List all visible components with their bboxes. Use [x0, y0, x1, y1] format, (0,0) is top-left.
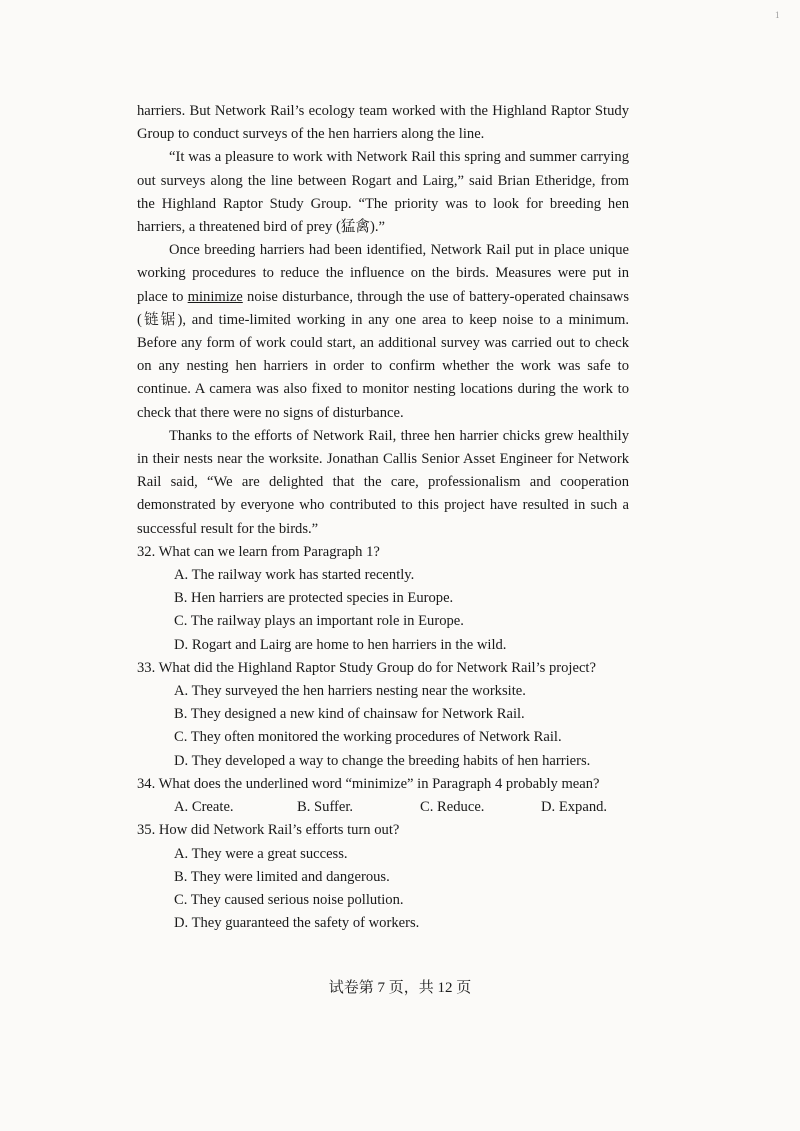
option-a: A. They surveyed the hen harriers nesting near the worksite.	[174, 683, 526, 700]
option-a: A. The railway work has started recently.	[174, 567, 415, 584]
question-stem: 34. What does the underlined word “minimize” in Paragraph 4 probably mean?	[137, 775, 600, 792]
question-stem: 35. How did Network Rail’s efforts turn out?	[137, 822, 400, 839]
paragraph-3-part-b: noise disturbance, through the use of battery-operated chainsaws (链锯), and time-limited working in any one area to keep noise to a minimum. Before any form of work could start, an additional survey was carried out to check on any nesting hen harriers in order to confirm whether the work was safe to continue. A camera was also fixed to monitor nesting locations during the work to check that there were no signs of disturbance.	[137, 288, 629, 421]
option-c: C. They caused serious noise pollution.	[174, 891, 404, 908]
corner-mark: 1	[775, 10, 780, 20]
paragraph-2: “It was a pleasure to work with Network Rail this spring and summer carrying out surveys along the line between Rogart and Lairg,” said Brian Etheridge, from the Highland Raptor Study Group. “The priority was to look for breeding hen harriers, a threatened bird of prey (猛禽).”	[137, 149, 629, 236]
option-b: B. They designed a new kind of chainsaw for Network Rail.	[174, 706, 525, 723]
paragraph-3-part-a: Once breeding harriers had been identified, Network Rail put in place unique working procedures to reduce the influence on the birds. Measures were put in place to	[137, 242, 629, 305]
option-d: D. They guaranteed the safety of workers.	[174, 915, 420, 932]
option-a: A. They were a great success.	[174, 845, 348, 862]
question-stem: 32. What can we learn from Paragraph 1?	[137, 543, 380, 560]
underlined-word: minimize	[187, 288, 243, 305]
option-b: B. Suffer.	[297, 799, 354, 816]
option-d: D. Expand.	[541, 799, 608, 816]
option-a: A. Create.	[174, 799, 234, 816]
paragraph-1: harriers. But Network Rail’s ecology team worked with the Highland Raptor Study Group to conduct surveys of the hen harriers along the line.	[137, 103, 629, 143]
option-b: B. They were limited and dangerous.	[174, 868, 390, 885]
question-33	[137, 657, 629, 773]
paragraph-4: Thanks to the efforts of Network Rail, three hen harrier chicks grew healthily in their nests near the worksite. Jonathan Callis Senior Asset Engineer for Network Rail said, “We are delighted that the care, professionalism and cooperation demonstrated by everyone who contributed to this project have resulted in such a successful result for the birds.”	[137, 427, 629, 537]
paragraph-3	[137, 239, 629, 425]
option-c: C. The railway plays an important role in Europe.	[174, 613, 464, 630]
option-c: C. Reduce.	[420, 799, 485, 816]
option-c: C. They often monitored the working procedures of Network Rail.	[174, 729, 562, 746]
question-35	[137, 819, 629, 935]
option-b: B. Hen harriers are protected species in Europe.	[174, 590, 454, 607]
question-32	[137, 541, 629, 657]
options-row	[174, 796, 629, 819]
page-footer: 试卷第 7 页，共 12 页	[328, 980, 472, 996]
question-34	[137, 773, 629, 819]
exam-page	[137, 100, 629, 935]
question-stem: 33. What did the Highland Raptor Study Group do for Network Rail’s project?	[137, 659, 596, 676]
option-d: D. They developed a way to change the breeding habits of hen harriers.	[174, 752, 591, 769]
option-d: D. Rogart and Lairg are home to hen harriers in the wild.	[174, 636, 507, 653]
